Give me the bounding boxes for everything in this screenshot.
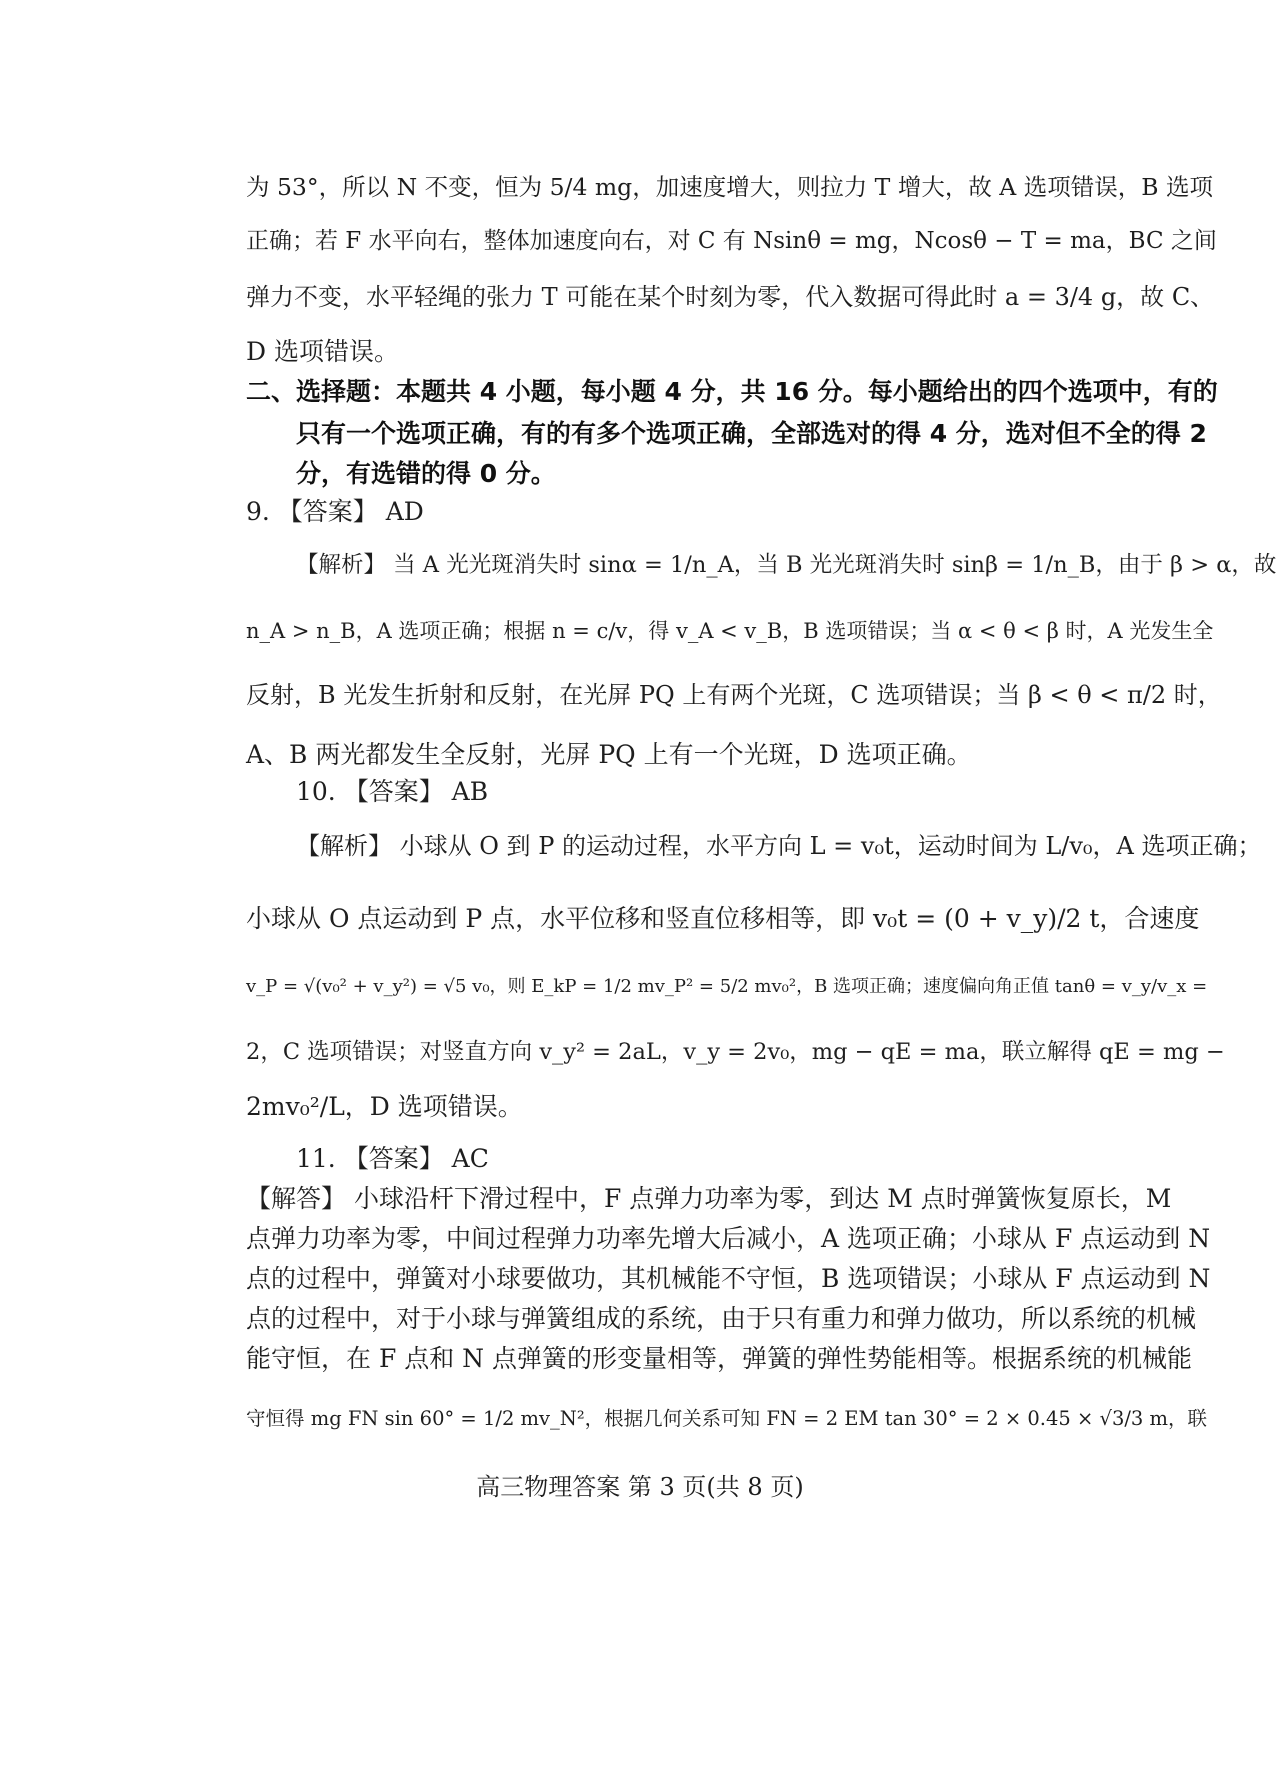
analysis-line: 【解析】 小球从 O 到 P 的运动过程，水平方向 L = v₀t，运动时间为 L/v₀，A 选项正确； [296,832,1262,860]
text-line: D 选项错误。 [246,337,399,366]
page-footer: 高三物理答案 第 3 页(共 8 页) [476,1473,804,1501]
analysis-line: 小球从 O 点运动到 P 点，水平位移和竖直位移相等，即 v₀t = (0 + v_y)/2 t，合速度 [246,904,1200,933]
text-line: 正确；若 F 水平向右，整体加速度向右，对 C 有 Nsinθ = mg，Ncosθ − T = ma，BC 之间 [246,228,1217,254]
analysis-line: 点弹力功率为零，中间过程弹力功率先增大后减小，A 选项正确；小球从 F 点运动到 N [246,1224,1211,1253]
analysis-line: 2，C 选项错误；对竖直方向 v_y² = 2aL，v_y = 2v₀，mg − qE = ma，联立解得 qE = mg − [246,1039,1225,1065]
analysis-line: 点的过程中，弹簧对小球要做功，其机械能不守恒，B 选项错误；小球从 F 点运动到 N [246,1264,1211,1293]
section-heading-cont: 分，有选错的得 0 分。 [296,459,556,488]
analysis-line: 【解答】 小球沿杆下滑过程中，F 点弹力功率为零，到达 M 点时弹簧恢复原长，M [246,1184,1172,1213]
analysis-line: 点的过程中，对于小球与弹簧组成的系统，由于只有重力和弹力做功，所以系统的机械 [246,1304,1197,1333]
analysis-line: 2mv₀²/L，D 选项错误。 [246,1092,523,1121]
analysis-line: A、B 两光都发生全反射，光屏 PQ 上有一个光斑，D 选项正确。 [246,740,972,769]
answer-10: 10. 【答案】 AB [296,777,489,806]
analysis-line: n_A > n_B，A 选项正确；根据 n = c/v，得 v_A < v_B，B 选项错误；当 α < θ < β 时，A 光发生全 [246,619,1214,643]
analysis-line: v_P = √(v₀² + v_y²) = √5 v₀，则 E_kP = 1/2 mv_P² = 5/2 mv₀²，B 选项正确；速度偏向角正值 tanθ = v_y/v_x = [246,976,1208,997]
analysis-line: 守恒得 mg FN sin 60° = 1/2 mv_N²，根据几何关系可知 FN = 2 EM tan 30° = 2 × 0.45 × √3/3 m，联 [246,1407,1208,1430]
text-line: 弹力不变，水平轻绳的张力 T 可能在某个时刻为零，代入数据可得此时 a = 3/4 g，故 C、 [246,283,1215,311]
section-heading-cont: 只有一个选项正确，有的有多个选项正确，全部选对的得 4 分，选对但不全的得 2 [296,419,1207,448]
text-line: 为 53°，所以 N 不变，恒为 5/4 mg，加速度增大，则拉力 T 增大，故 A 选项错误，B 选项 [246,173,1213,201]
analysis-line: 反射，B 光发生折射和反射，在光屏 PQ 上有两个光斑，C 选项错误；当 β < θ < π/2 时， [246,681,1222,709]
section-heading: 二、选择题：本题共 4 小题，每小题 4 分，共 16 分。每小题给出的四个选项中，有的 [246,377,1218,406]
answer-11: 11. 【答案】 AC [296,1144,489,1173]
answer-9: 9. 【答案】 AD [246,497,424,526]
analysis-line: 能守恒，在 F 点和 N 点弹簧的形变量相等，弹簧的弹性势能相等。根据系统的机械能 [246,1344,1193,1373]
analysis-line: 【解析】 当 A 光光斑消失时 sinα = 1/n_A，当 B 光光斑消失时 sinβ = 1/n_B，由于 β > α，故 [296,552,1277,578]
